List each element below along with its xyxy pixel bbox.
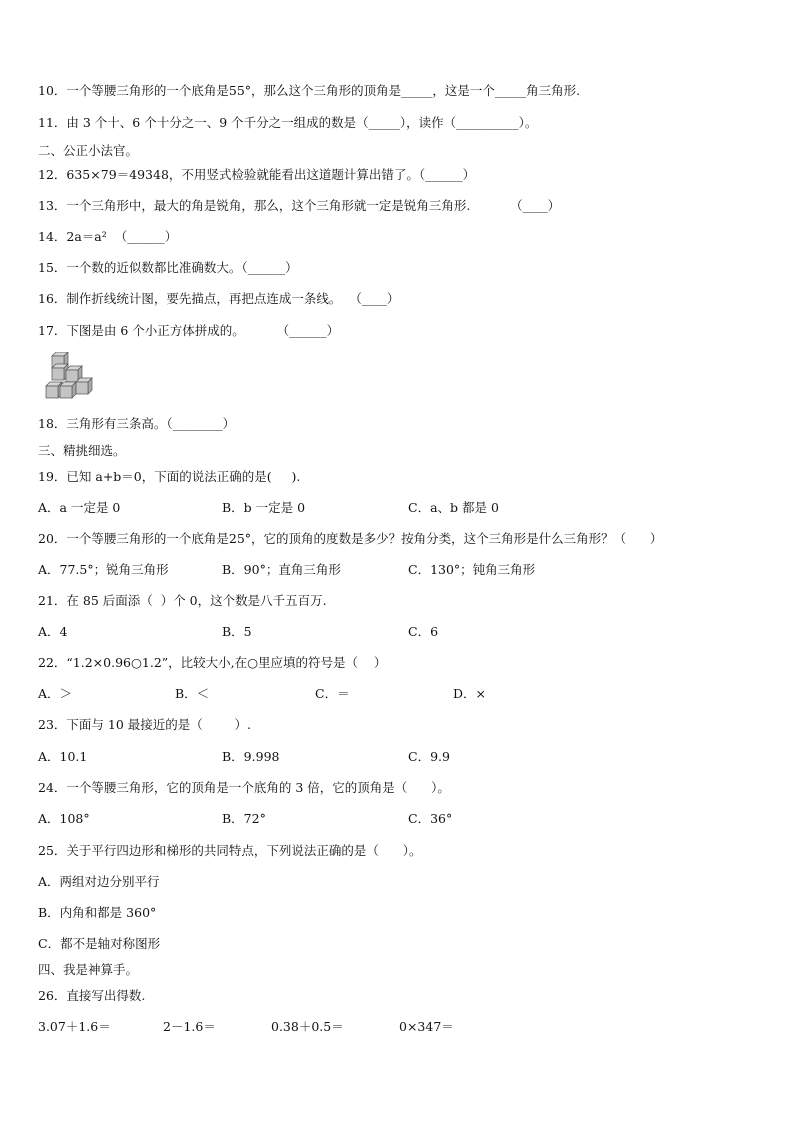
question-19: 19．已知 a+b＝0，下面的说法正确的是( ). xyxy=(38,469,301,484)
option-23-a: A．10.1 xyxy=(38,749,88,764)
option-20-a: A．77.5°；锐角三角形 xyxy=(38,562,169,577)
calc-item-3: 0.38＋0.5＝ xyxy=(271,1019,344,1034)
question-12: 12．635×79＝49348，不用竖式检验就能看出这道题计算出错了。（______） xyxy=(38,167,476,182)
option-20-b: B．90°；直角三角形 xyxy=(222,562,341,577)
option-19-b: B．b 一定是 0 xyxy=(222,500,306,515)
option-24-c: C．36° xyxy=(408,811,453,826)
option-25-c: C．都不是轴对称图形 xyxy=(38,936,161,951)
option-25-a: A．两组对边分别平行 xyxy=(38,874,160,889)
option-19-c: C．a、b 都是 0 xyxy=(408,500,499,515)
section-heading-3: 三、精挑细选。 xyxy=(38,443,126,458)
option-20-c: C．130°；钝角三角形 xyxy=(408,562,536,577)
option-24-a: A．108° xyxy=(38,811,90,826)
option-21-a: A．4 xyxy=(38,624,68,639)
option-24-b: B．72° xyxy=(222,811,266,826)
option-25-b: B．内角和都是 360° xyxy=(38,905,157,920)
option-22-d: D．× xyxy=(453,686,486,701)
question-16: 16．制作折线统计图，要先描点，再把点连成一条线。 （____） xyxy=(38,291,400,306)
section-heading-2: 二、公正小法官。 xyxy=(38,143,139,158)
option-22-c: C．＝ xyxy=(315,686,350,701)
section-heading-4: 四、我是神算手。 xyxy=(38,962,139,977)
option-19-a: A．a 一定是 0 xyxy=(38,500,121,515)
question-18: 18．三角形有三条高。（________） xyxy=(38,416,236,431)
question-13: 13．一个三角形中，最大的角是锐角，那么，这个三角形就一定是锐角三角形. （____） xyxy=(38,198,561,213)
question-26: 26．直接写出得数. xyxy=(38,988,146,1003)
option-23-c: C．9.9 xyxy=(408,749,450,764)
option-23-b: B．9.998 xyxy=(222,749,280,764)
calc-item-4: 0×347＝ xyxy=(399,1019,454,1034)
question-15: 15．一个数的近似数都比准确数大。（______） xyxy=(38,260,298,275)
stacked-cubes-figure xyxy=(44,352,100,400)
question-11: 11．由 3 个十、6 个十分之一、9 个千分之一组成的数是（_____），读作（__________）。 xyxy=(38,115,538,130)
question-20: 20．一个等腰三角形的一个底角是25°，它的顶角的度数是多少？按角分类，这个三角形是什么三角形？（ ） xyxy=(38,531,663,546)
question-23: 23．下面与 10 最接近的是（ ）. xyxy=(38,717,252,732)
option-21-b: B．5 xyxy=(222,624,252,639)
question-24: 24．一个等腰三角形，它的顶角是一个底角的 3 倍，它的顶角是（ ）。 xyxy=(38,780,450,795)
option-21-c: C．6 xyxy=(408,624,439,639)
calc-item-2: 2－1.6＝ xyxy=(163,1019,216,1034)
question-10: 10．一个等腰三角形的一个底角是55°，那么这个三角形的顶角是_____，这是一个_____角三角形. xyxy=(38,83,581,98)
question-14: 14．2a＝a² （______） xyxy=(38,229,178,244)
calc-item-1: 3.07＋1.6＝ xyxy=(38,1019,111,1034)
option-22-b: B．＜ xyxy=(175,686,210,701)
question-25: 25．关于平行四边形和梯形的共同特点，下列说法正确的是（ ）。 xyxy=(38,843,422,858)
question-22: 22．“1.2×0.96○1.2”，比较大小,在○里应填的符号是（ ） xyxy=(38,655,387,670)
option-22-a: A．＞ xyxy=(38,686,73,701)
question-17: 17．下图是由 6 个小正方体拼成的。 （______） xyxy=(38,323,340,338)
question-21: 21．在 85 后面添（ ）个 0，这个数是八千五百万. xyxy=(38,593,327,608)
